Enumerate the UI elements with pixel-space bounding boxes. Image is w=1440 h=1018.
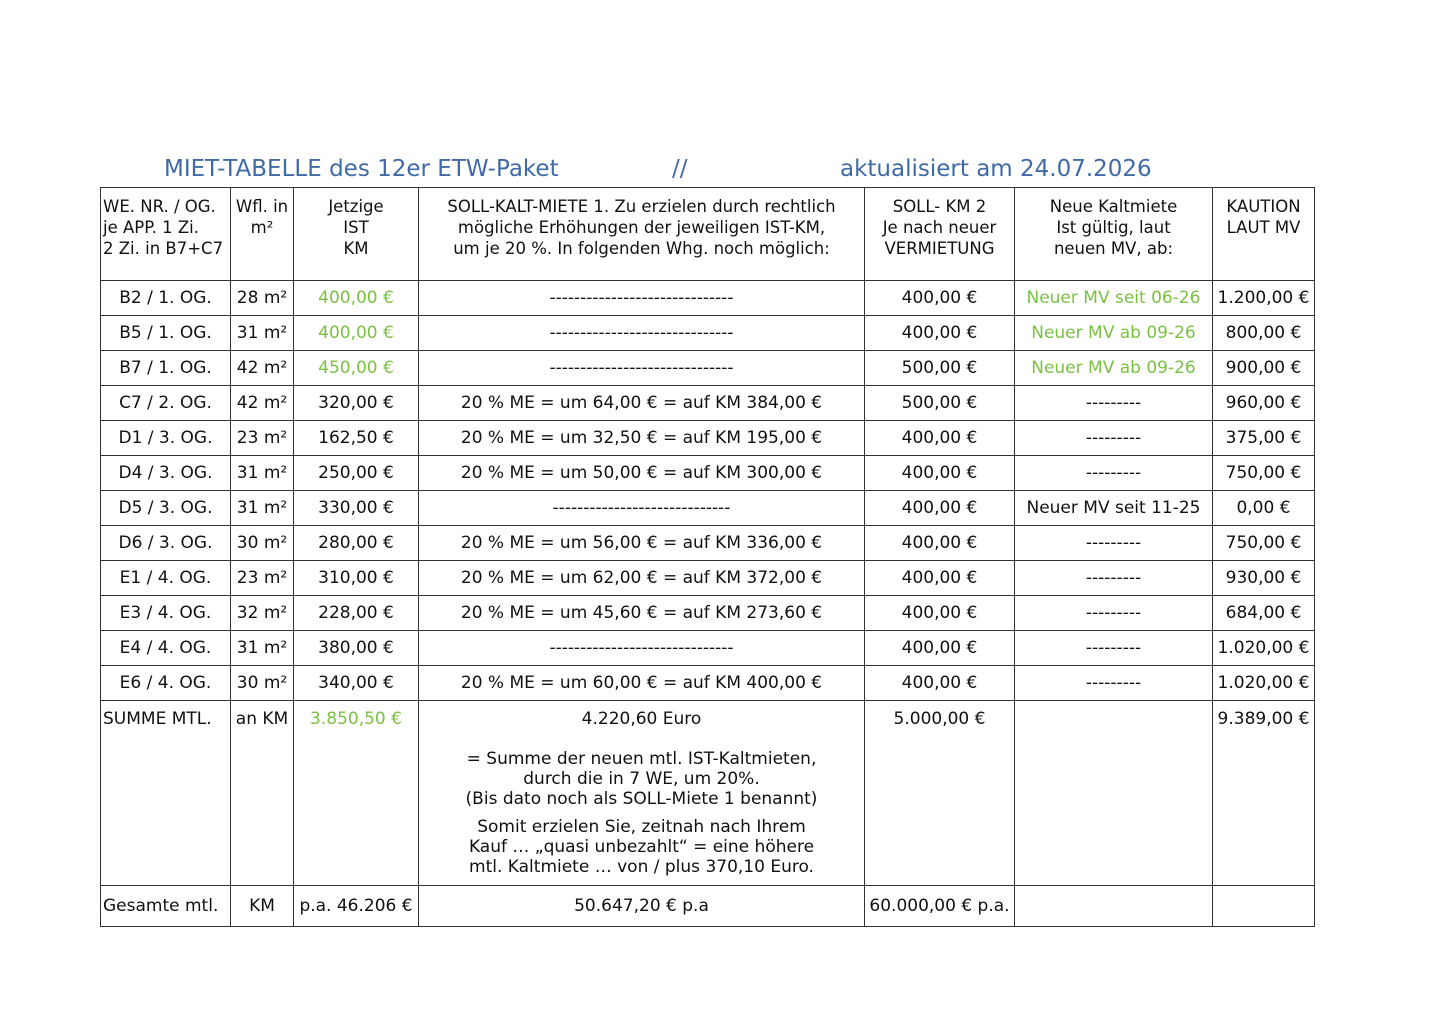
rent-table-wrapper: [100, 187, 1315, 927]
row-neue: Neuer MV seit 11-25: [1015, 491, 1213, 526]
header-ist-line: IST: [343, 218, 369, 237]
table-row: [101, 666, 1315, 701]
row-neue: ---------: [1015, 561, 1213, 596]
gesamt-ist: p.a. 46.206 €: [294, 886, 419, 927]
header-we: [101, 188, 231, 281]
row-soll1: 20 % ME = um 62,00 € = auf KM 372,00 €: [419, 561, 865, 596]
row-wfl: 31 m²: [231, 316, 294, 351]
gesamt-kaution: [1213, 886, 1315, 927]
gesamt-wfl: KM: [231, 886, 294, 927]
row-ist: 450,00 €: [294, 351, 419, 386]
header-wfl-line: m²: [250, 218, 274, 237]
row-wfl: 28 m²: [231, 281, 294, 316]
row-neue: ---------: [1015, 666, 1213, 701]
row-neue: ---------: [1015, 596, 1213, 631]
header-neue: [1015, 188, 1213, 281]
summe-note-line: mtl. Kaltmiete … von / plus 370,10 Euro.: [469, 857, 814, 877]
row-soll1: -----------------------------: [419, 491, 865, 526]
header-we-line: 2 Zi. in B7+C7: [103, 239, 224, 258]
row-neue: Neuer MV ab 09-26: [1015, 351, 1213, 386]
summe-soll2: 5.000,00 €: [865, 701, 1015, 886]
table-row: [101, 561, 1315, 596]
row-soll2: 400,00 €: [865, 456, 1015, 491]
header-we-line: WE. NR. / OG.: [103, 197, 216, 216]
header-neue-line: Ist gültig, laut: [1056, 218, 1171, 237]
row-we: C7 / 2. OG.: [101, 386, 231, 421]
row-soll2: 400,00 €: [865, 526, 1015, 561]
row-wfl: 30 m²: [231, 526, 294, 561]
header-wfl-line: Wfl. in: [235, 197, 289, 216]
summe-row: [101, 701, 1315, 886]
summe-neue: [1015, 701, 1213, 886]
row-soll2: 500,00 €: [865, 386, 1015, 421]
header-kaution-line: LAUT MV: [1226, 218, 1301, 237]
row-kaution: 750,00 €: [1213, 456, 1315, 491]
rent-table: [100, 187, 1315, 927]
row-soll2: 500,00 €: [865, 351, 1015, 386]
row-kaution: 960,00 €: [1213, 386, 1315, 421]
row-soll2: 400,00 €: [865, 666, 1015, 701]
row-kaution: 684,00 €: [1213, 596, 1315, 631]
row-soll1: ------------------------------: [419, 351, 865, 386]
row-we: E4 / 4. OG.: [101, 631, 231, 666]
row-we: E1 / 4. OG.: [101, 561, 231, 596]
gesamt-soll1: 50.647,20 € p.a: [419, 886, 865, 927]
header-soll1-line: um je 20 %. In folgenden Whg. noch möglich:: [453, 239, 830, 258]
table-row: [101, 631, 1315, 666]
row-we: D4 / 3. OG.: [101, 456, 231, 491]
row-wfl: 42 m²: [231, 386, 294, 421]
row-wfl: 31 m²: [231, 631, 294, 666]
header-neue-line: neuen MV, ab:: [1053, 239, 1174, 258]
table-row: [101, 316, 1315, 351]
row-soll1: 20 % ME = um 50,00 € = auf KM 300,00 €: [419, 456, 865, 491]
row-wfl: 23 m²: [231, 561, 294, 596]
row-ist: 310,00 €: [294, 561, 419, 596]
row-ist: 228,00 €: [294, 596, 419, 631]
header-soll2: [865, 188, 1015, 281]
row-kaution: 1.020,00 €: [1213, 631, 1315, 666]
row-ist: 340,00 €: [294, 666, 419, 701]
row-we: B5 / 1. OG.: [101, 316, 231, 351]
row-kaution: 375,00 €: [1213, 421, 1315, 456]
header-ist: [294, 188, 419, 281]
gesamt-label: Gesamte mtl.: [101, 886, 231, 927]
header-soll1: [419, 188, 865, 281]
table-row: [101, 491, 1315, 526]
row-neue: ---------: [1015, 386, 1213, 421]
title-text: MIET-TABELLE des 12er ETW-Paket: [164, 156, 559, 182]
row-kaution: 900,00 €: [1213, 351, 1315, 386]
page-title: [0, 156, 1440, 190]
row-ist: 250,00 €: [294, 456, 419, 491]
summe-soll1-amount: 4.220,60 Euro: [581, 709, 702, 729]
row-ist: 280,00 €: [294, 526, 419, 561]
row-soll1: 20 % ME = um 60,00 € = auf KM 400,00 €: [419, 666, 865, 701]
row-kaution: 800,00 €: [1213, 316, 1315, 351]
table-header-row: [101, 188, 1315, 281]
row-we: E3 / 4. OG.: [101, 596, 231, 631]
row-wfl: 23 m²: [231, 421, 294, 456]
header-soll2-line: VERMIETUNG: [884, 239, 995, 258]
row-kaution: 750,00 €: [1213, 526, 1315, 561]
table-row: [101, 386, 1315, 421]
gesamt-row: [101, 886, 1315, 927]
header-soll2-line: Je nach neuer: [882, 218, 997, 237]
row-neue: ---------: [1015, 526, 1213, 561]
row-neue: Neuer MV seit 06-26: [1015, 281, 1213, 316]
summe-ist: 3.850,50 €: [294, 701, 419, 886]
summe-note-line: = Summe der neuen mtl. IST-Kaltmieten,: [466, 749, 817, 769]
table-row: [101, 526, 1315, 561]
row-ist: 380,00 €: [294, 631, 419, 666]
gesamt-soll2: 60.000,00 € p.a.: [865, 886, 1015, 927]
title-separator: //: [672, 156, 688, 182]
row-soll1: 20 % ME = um 64,00 € = auf KM 384,00 €: [419, 386, 865, 421]
row-kaution: 1.200,00 €: [1213, 281, 1315, 316]
row-wfl: 31 m²: [231, 456, 294, 491]
row-soll1: ------------------------------: [419, 281, 865, 316]
table-row: [101, 456, 1315, 491]
row-soll1: 20 % ME = um 45,60 € = auf KM 273,60 €: [419, 596, 865, 631]
row-soll2: 400,00 €: [865, 561, 1015, 596]
row-we: D6 / 3. OG.: [101, 526, 231, 561]
row-kaution: 0,00 €: [1213, 491, 1315, 526]
header-neue-line: Neue Kaltmiete: [1049, 197, 1178, 216]
row-neue: Neuer MV ab 09-26: [1015, 316, 1213, 351]
row-ist: 320,00 €: [294, 386, 419, 421]
row-we: B2 / 1. OG.: [101, 281, 231, 316]
row-kaution: 1.020,00 €: [1213, 666, 1315, 701]
row-wfl: 32 m²: [231, 596, 294, 631]
header-wfl: [231, 188, 294, 281]
row-soll1: ------------------------------: [419, 631, 865, 666]
row-soll2: 400,00 €: [865, 491, 1015, 526]
summe-label: SUMME MTL.: [101, 701, 231, 886]
row-soll2: 400,00 €: [865, 281, 1015, 316]
row-we: E6 / 4. OG.: [101, 666, 231, 701]
header-soll1-line: mögliche Erhöhungen der jeweiligen IST-KM,: [457, 218, 826, 237]
row-soll1: ------------------------------: [419, 316, 865, 351]
row-wfl: 42 m²: [231, 351, 294, 386]
row-neue: ---------: [1015, 631, 1213, 666]
row-soll1: 20 % ME = um 32,50 € = auf KM 195,00 €: [419, 421, 865, 456]
summe-note-line: Somit erzielen Sie, zeitnah nach Ihrem: [477, 817, 806, 837]
header-kaution: [1213, 188, 1315, 281]
row-wfl: 31 m²: [231, 491, 294, 526]
row-ist: 330,00 €: [294, 491, 419, 526]
row-we: D1 / 3. OG.: [101, 421, 231, 456]
summe-wfl: an KM: [231, 701, 294, 886]
table-row: [101, 281, 1315, 316]
row-ist: 162,50 €: [294, 421, 419, 456]
summe-kaution: 9.389,00 €: [1213, 701, 1315, 886]
row-soll2: 400,00 €: [865, 421, 1015, 456]
row-wfl: 30 m²: [231, 666, 294, 701]
row-neue: ---------: [1015, 421, 1213, 456]
table-row: [101, 351, 1315, 386]
header-ist-line: KM: [343, 239, 369, 258]
table-row: [101, 596, 1315, 631]
row-soll1: 20 % ME = um 56,00 € = auf KM 336,00 €: [419, 526, 865, 561]
table-row: [101, 421, 1315, 456]
row-soll2: 400,00 €: [865, 316, 1015, 351]
row-kaution: 930,00 €: [1213, 561, 1315, 596]
summe-soll1: [419, 701, 865, 886]
header-soll1-line: SOLL-KALT-MIETE 1. Zu erzielen durch rechtlich: [447, 197, 836, 216]
summe-note-line: Kauf … „quasi unbezahlt“ = eine höhere: [468, 837, 815, 857]
header-we-line: je APP. 1 Zi.: [103, 218, 199, 237]
header-ist-line: Jetzige: [328, 197, 384, 216]
row-soll2: 400,00 €: [865, 596, 1015, 631]
row-neue: ---------: [1015, 456, 1213, 491]
gesamt-neue: [1015, 886, 1213, 927]
summe-note-line: durch die in 7 WE, um 20%.: [523, 769, 760, 789]
row-we: D5 / 3. OG.: [101, 491, 231, 526]
row-ist: 400,00 €: [294, 281, 419, 316]
updated-date: aktualisiert am 24.07.2026: [840, 156, 1152, 182]
row-we: B7 / 1. OG.: [101, 351, 231, 386]
row-ist: 400,00 €: [294, 316, 419, 351]
header-soll2-line: SOLL- KM 2: [892, 197, 987, 216]
row-soll2: 400,00 €: [865, 631, 1015, 666]
summe-note-line: (Bis dato noch als SOLL-Miete 1 benannt): [465, 789, 818, 809]
header-kaution-line: KAUTION: [1226, 197, 1301, 216]
